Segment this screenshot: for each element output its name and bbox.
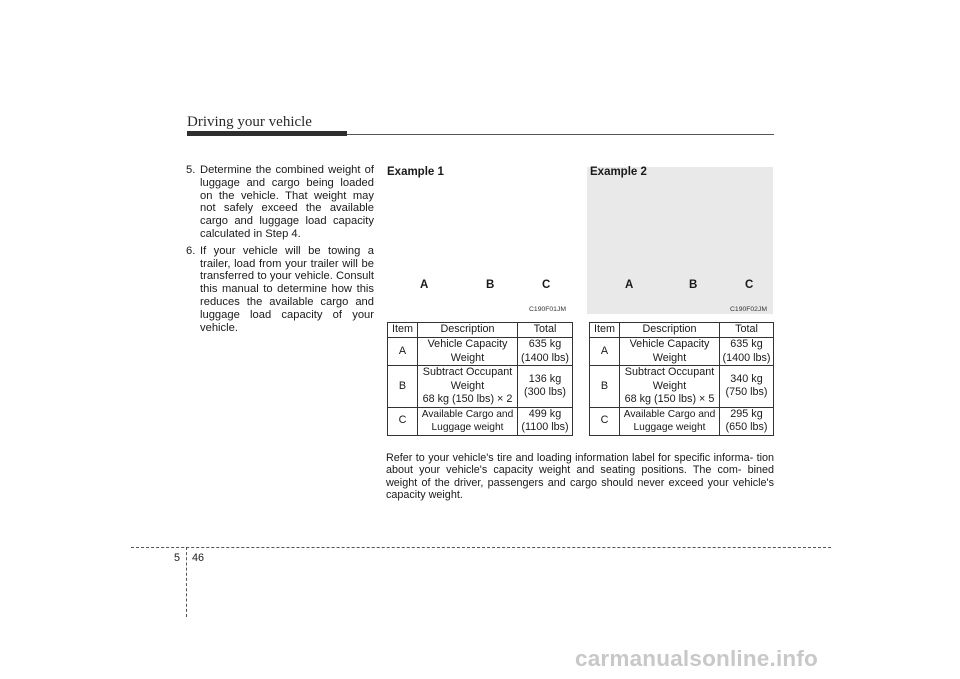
step-item (186, 245, 374, 335)
total-line: (1400 lbs) (520, 351, 569, 364)
loading-note: Refer to your vehicle's tire and loading information label for specific informa- tion about your vehicle's capacity weight and seating positions. The com- bined weight of the driver, passengers and cargo should never exceed your vehicle's capacity weight. (386, 452, 774, 501)
figure-label-c: C (542, 279, 551, 291)
total-cell (518, 366, 573, 408)
watermark: carmanualsonline.info (575, 646, 818, 671)
description-cell (418, 338, 518, 366)
total-line: (1400 lbs) (722, 351, 771, 364)
description-cell (620, 407, 720, 435)
footer-rule (131, 547, 831, 548)
description-cell (620, 338, 720, 366)
description-cell (418, 407, 518, 435)
description-line: 68 kg (150 lbs) × 2 (422, 393, 513, 405)
item-cell: B (388, 366, 418, 408)
description-line: Subtract Occupant (422, 366, 513, 378)
table-header-row (388, 323, 573, 338)
table-header-row (590, 323, 774, 338)
table-row (388, 407, 573, 435)
total-line: (1100 lbs) (521, 421, 569, 433)
description-cell (418, 366, 518, 408)
total-line: (750 lbs) (725, 386, 768, 399)
table-row (590, 338, 774, 366)
total-cell (720, 366, 774, 408)
total-line: (300 lbs) (523, 386, 566, 399)
figure-code: C190F01JM (529, 306, 567, 313)
header-accent-bar (187, 131, 347, 136)
description-line: Weight (652, 379, 687, 392)
description-line: Subtract Occupant (624, 366, 715, 378)
example-1-title: Example 1 (387, 166, 444, 178)
figure-label-a: A (625, 279, 634, 291)
total-line: (650 lbs) (725, 421, 768, 433)
total-cell (518, 338, 573, 366)
description-line: Vehicle Capacity (629, 338, 710, 350)
total-cell (720, 407, 774, 435)
description-line: Luggage weight (633, 422, 706, 433)
total-line: 136 kg (528, 372, 562, 385)
page-number: 46 (192, 552, 205, 564)
instruction-steps (186, 164, 374, 338)
item-cell: C (590, 407, 620, 435)
header-item: Item (388, 323, 418, 338)
description-line: Weight (450, 351, 485, 364)
item-cell: B (590, 366, 620, 408)
description-line: Vehicle Capacity (427, 338, 508, 350)
header-total: Total (518, 323, 573, 338)
total-cell (720, 338, 774, 366)
table-row (590, 366, 774, 408)
total-line: 499 kg (528, 407, 562, 420)
description-line: Weight (652, 351, 687, 364)
header-total: Total (720, 323, 774, 338)
item-cell: C (388, 407, 418, 435)
item-cell: A (388, 338, 418, 366)
total-cell (518, 407, 573, 435)
header-description: Description (418, 323, 518, 338)
figure-label-a: A (420, 279, 429, 291)
header-description: Description (620, 323, 720, 338)
total-line: 340 kg (730, 372, 763, 385)
footer-divider (186, 547, 187, 617)
step-number: 5. (186, 164, 196, 176)
step-number: 6. (186, 244, 196, 257)
example-2-title: Example 2 (590, 166, 647, 178)
description-line: Luggage weight (431, 422, 504, 433)
header-item: Item (590, 323, 620, 338)
description-line: Available Cargo and (421, 408, 514, 420)
description-cell (620, 366, 720, 408)
example-2-figure (587, 167, 773, 314)
step-text: Determine the combined weight of luggage and cargo being loaded on the vehicle. That weight may not safely exceed the available cargo and luggage load capacity calculated in Step 4. (200, 164, 374, 240)
item-cell: A (590, 338, 620, 366)
table-row (388, 338, 573, 366)
section-title: Driving your vehicle (187, 114, 312, 130)
figure-label-b: B (689, 279, 698, 291)
total-line: 635 kg (528, 338, 562, 350)
step-item (186, 164, 374, 241)
step-text: If your vehicle will be towing a trailer, load from your trailer will be transferred to your vehicle. Consult this manual to determine how this reduces the available cargo and luggage load capacity of your vehicle. (200, 244, 374, 334)
figure-code: C190F02JM (730, 306, 768, 313)
total-line: 635 kg (730, 338, 763, 350)
description-line: Weight (450, 379, 485, 392)
table-row (590, 407, 774, 435)
figure-label-b: B (486, 279, 495, 291)
example-1-table (387, 322, 573, 436)
chapter-number: 5 (174, 552, 181, 564)
total-line: 295 kg (730, 407, 763, 420)
figure-label-c: C (745, 279, 754, 291)
description-line: 68 kg (150 lbs) × 5 (624, 393, 715, 405)
example-2-table (589, 322, 774, 436)
table-row (388, 366, 573, 408)
description-line: Available Cargo and (623, 408, 716, 420)
